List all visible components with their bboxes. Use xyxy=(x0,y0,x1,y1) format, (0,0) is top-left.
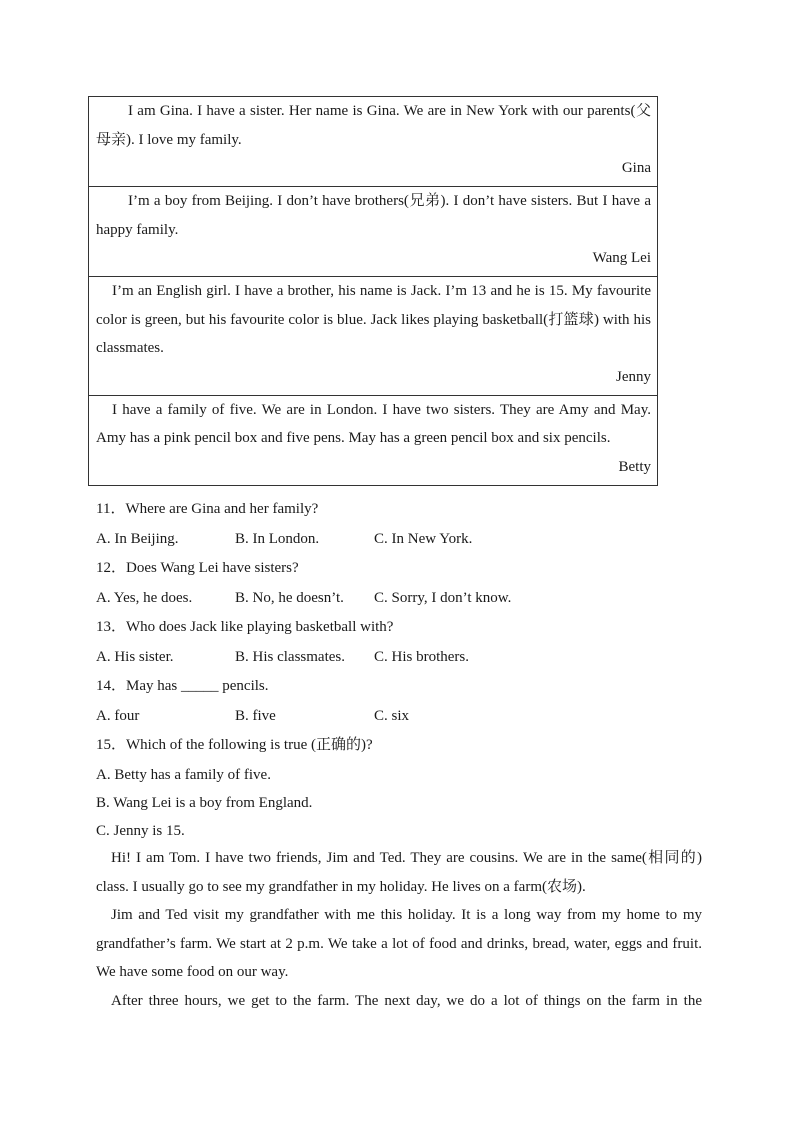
question-text: Who does Jack like playing basketball with? xyxy=(126,619,394,635)
reading-paragraph: Jim and Ted visit my grandfather with me this holiday. It is a long way from my home to my grandfather’s farm. We start at 2 p.m. We take a lot of food and drinks, bread, water, eggs and fruit. We have some food on our way. xyxy=(96,907,702,980)
option-a: A. Betty has a family of five. xyxy=(96,766,271,783)
passage-signature: Wang Lei xyxy=(592,250,651,266)
options-13 xyxy=(96,643,716,673)
options-11 xyxy=(96,525,716,555)
passage-text: I’m an English girl. I have a brother, his name is Jack. I’m 13 and he is 15. My favourite color is green, but his favourite color is blue. Jack likes playing basketball(打篮球) with his classmates. xyxy=(96,283,651,356)
passage-text: I have a family of five. We are in London. I have two sisters. They are Amy and May. Amy has a pink pencil box and five pens. May has a green pencil box and six pencils. xyxy=(96,401,651,446)
reading-paragraph: Hi! I am Tom. I have two friends, Jim and Ted. They are cousins. We are in the same(相同的) class. I usually go to see my grandfather in my holiday. He lives on a farm(农场). xyxy=(96,850,702,895)
question-text: May has _____ pencils. xyxy=(126,678,269,694)
passage-cell xyxy=(89,395,658,485)
passage-signature: Jenny xyxy=(616,368,651,385)
option-c: C. In New York. xyxy=(374,530,473,547)
question-number: 15． xyxy=(96,737,127,753)
option-b: B. Wang Lei is a boy from England. xyxy=(96,794,313,811)
option-a: A. Yes, he does. xyxy=(96,589,193,606)
passage-row xyxy=(89,97,658,187)
option-b: B. His classmates. xyxy=(235,648,345,665)
passage-signature: Gina xyxy=(621,160,651,176)
passage-cell xyxy=(89,277,658,396)
question-number: 11． xyxy=(96,501,126,517)
reading-paragraph: After three hours, we get to the farm. The next day, we do a lot of things on the farm in the xyxy=(111,992,702,1009)
option-a: A. four xyxy=(96,707,140,724)
question-number: 12． xyxy=(96,560,127,576)
question-text: Does Wang Lei have sisters? xyxy=(126,560,299,576)
option-b: B. No, he doesn’t. xyxy=(235,589,344,606)
option-c: C. six xyxy=(374,707,410,724)
passage-cell xyxy=(89,97,658,187)
question-list xyxy=(96,495,716,845)
passage-row xyxy=(89,187,658,277)
question-14 xyxy=(96,672,716,702)
reading-passage xyxy=(96,844,702,1015)
option-b: B. five xyxy=(235,707,276,724)
passage-row xyxy=(89,277,658,396)
option-c: C. Jenny is 15. xyxy=(96,822,185,839)
options-12 xyxy=(96,584,716,614)
question-15 xyxy=(96,731,716,761)
passage-text: I’m a boy from Beijing. I don’t have brothers(兄弟). I don’t have sisters. But I have a happy family. xyxy=(96,193,651,238)
question-number: 13． xyxy=(96,619,127,635)
question-11 xyxy=(96,495,716,525)
options-14 xyxy=(96,702,716,732)
question-text: Where are Gina and her family? xyxy=(125,501,319,517)
passage-cell xyxy=(89,187,658,277)
question-number: 14． xyxy=(96,678,127,694)
option-a: A. In Beijing. xyxy=(96,530,179,547)
passage-table xyxy=(88,96,658,486)
passage-row xyxy=(89,395,658,485)
question-text: Which of the following is true (正确的)? xyxy=(126,737,373,753)
option-a: A. His sister. xyxy=(96,648,174,665)
passage-text: I am Gina. I have a sister. Her name is Gina. We are in New York with our parents(父母亲). I love my family. xyxy=(96,103,651,148)
options-15 xyxy=(96,761,716,845)
option-c: C. Sorry, I don’t know. xyxy=(374,589,512,606)
question-13 xyxy=(96,613,716,643)
option-c: C. His brothers. xyxy=(374,648,469,665)
option-b: B. In London. xyxy=(235,530,320,547)
question-12 xyxy=(96,554,716,584)
passage-signature: Betty xyxy=(618,458,651,475)
